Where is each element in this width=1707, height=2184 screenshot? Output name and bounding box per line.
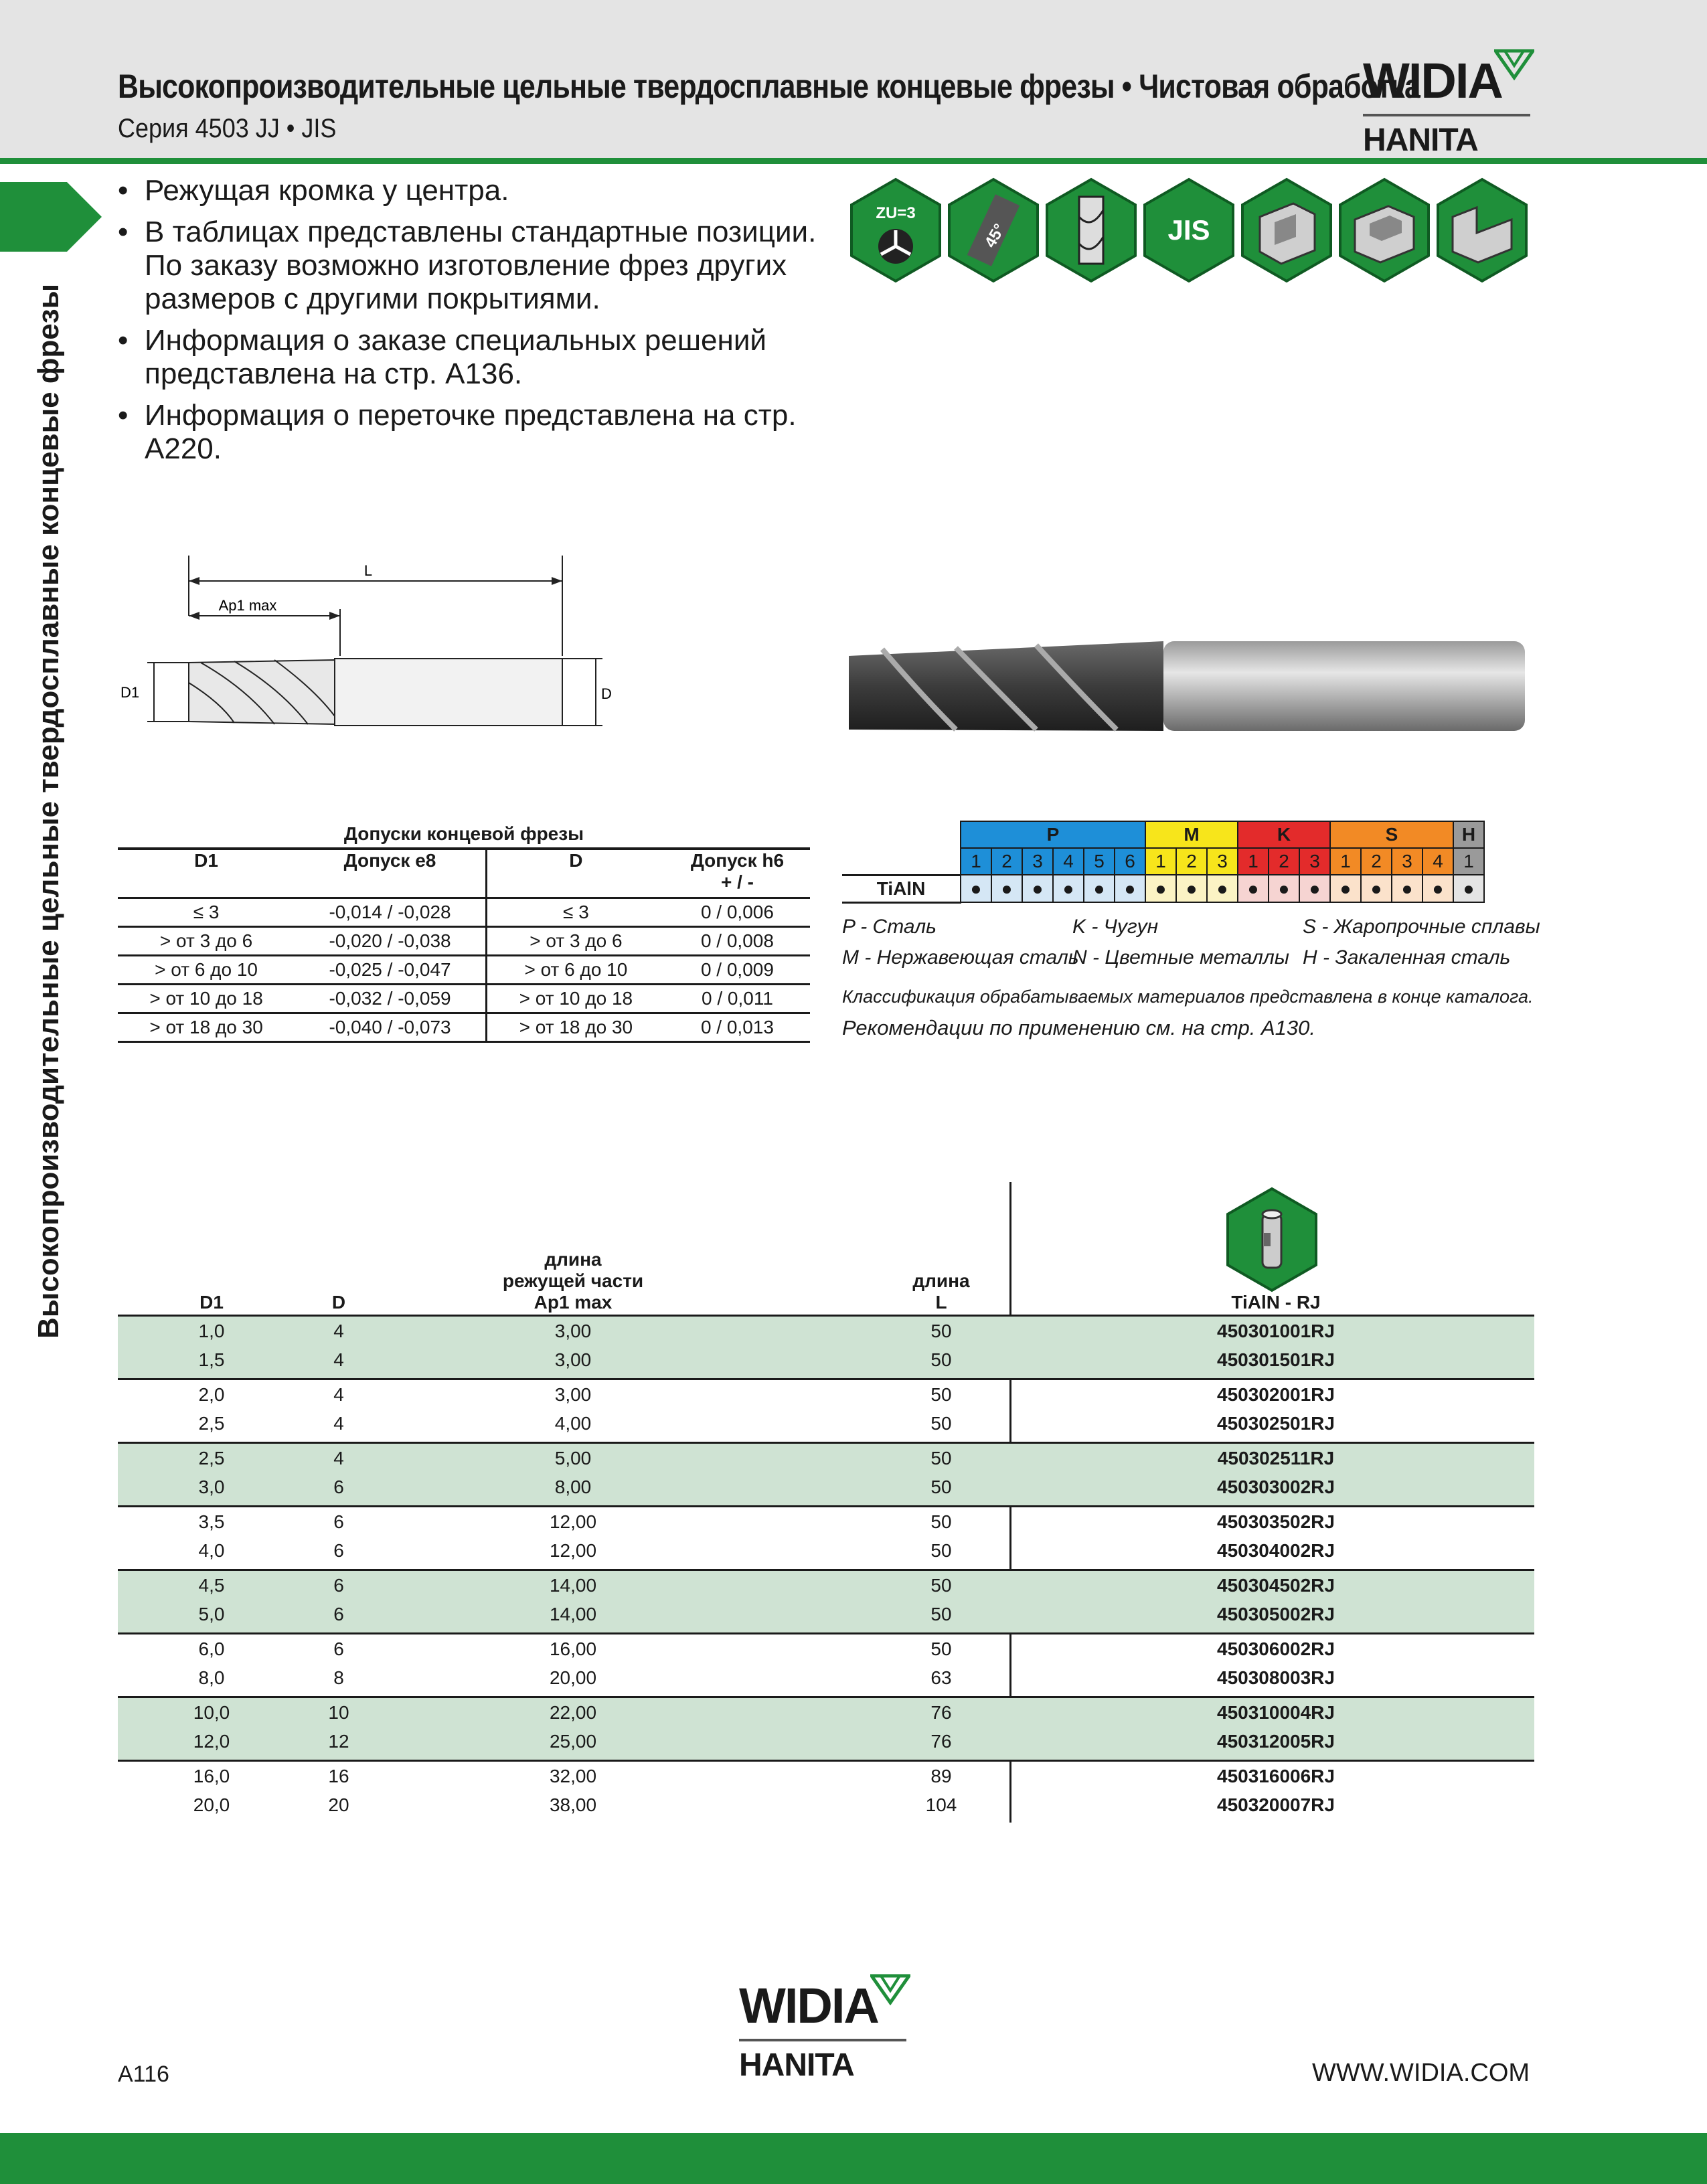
- cell: 0 / 0,013: [665, 1013, 810, 1042]
- order-code: 450301501RJ: [1217, 1349, 1335, 1370]
- suitability-dot: ●: [1022, 875, 1053, 902]
- cell: > от 18 до 30: [118, 1013, 295, 1042]
- table-row: [118, 1636, 1534, 1664]
- recommendation-note: Рекомендации по применению см. на стр. A130.: [842, 1016, 1316, 1039]
- col-l: длина L: [912, 1270, 970, 1313]
- cell: 50: [930, 1639, 952, 1659]
- feature-item: • В таблицах представлены стандартные позиции. По заказу возможно изготовление фрез других размеров с другими покрытиями.: [118, 216, 854, 316]
- order-code: 450302001RJ: [1217, 1384, 1335, 1405]
- table-row: [118, 1763, 1534, 1791]
- material-group-m: M: [1145, 821, 1238, 848]
- cell: 0 / 0,011: [665, 985, 810, 1013]
- suitability-dot: ●: [1361, 875, 1392, 902]
- material-subgroup: 2: [1361, 848, 1392, 875]
- row-group: [118, 1569, 1534, 1632]
- cell: > от 6 до 10: [118, 956, 295, 985]
- cell: 8: [333, 1667, 344, 1688]
- widia-hanita-logo: [1363, 47, 1537, 161]
- order-code: 450316006RJ: [1217, 1766, 1335, 1786]
- drawing-label-ap1: Ap1 max: [218, 597, 277, 614]
- feature-list: [118, 174, 854, 474]
- material-subgroup: 1: [1145, 848, 1176, 875]
- cell: 20,00: [549, 1667, 597, 1688]
- table-row: [118, 1445, 1534, 1473]
- order-code: 450304002RJ: [1217, 1540, 1335, 1561]
- widia-triangle-icon: [1494, 47, 1534, 80]
- cell: 5,00: [554, 1448, 592, 1468]
- cell: 38,00: [549, 1794, 597, 1815]
- end-mill-drawing: [114, 549, 623, 750]
- cell: 2,0: [198, 1384, 225, 1405]
- tolerance-table: [118, 823, 810, 1043]
- cell: > от 18 до 30: [486, 1013, 665, 1042]
- cell: 5,0: [198, 1604, 225, 1624]
- footer-logo-hanita-text: HANITA: [739, 2047, 854, 2083]
- order-code: 450305002RJ: [1217, 1604, 1335, 1624]
- cell: > от 10 до 18: [486, 985, 665, 1013]
- cell: 4: [333, 1384, 344, 1405]
- cell: 6: [333, 1511, 344, 1532]
- table-row: [118, 1410, 1534, 1438]
- cell: 2,5: [198, 1413, 225, 1434]
- center-cutting-icon: [1044, 177, 1138, 284]
- material-subgroup: 3: [1022, 848, 1053, 875]
- table-row: [118, 1601, 1534, 1629]
- cell: 3,0: [198, 1477, 225, 1497]
- cell: 3,5: [198, 1511, 225, 1532]
- cell: 4: [333, 1413, 344, 1434]
- jis-icon-label: JIS: [1167, 214, 1210, 246]
- feature-item: • Режущая кромка у центра.: [118, 174, 854, 207]
- cell: 0 / 0,006: [665, 898, 810, 927]
- cell: 50: [930, 1604, 952, 1624]
- material-subgroup: 6: [1115, 848, 1145, 875]
- legend-n: N - Цветные металлы: [1072, 946, 1289, 969]
- table-row: [118, 1699, 1534, 1728]
- material-subgroup: 2: [1176, 848, 1207, 875]
- suitability-dot: ●: [1115, 875, 1145, 902]
- suitability-dot: ●: [1176, 875, 1207, 902]
- suitability-dot: ●: [1422, 875, 1453, 902]
- cell: 10: [328, 1702, 349, 1723]
- legend-m: M - Нержавеющая сталь: [842, 946, 1079, 969]
- cell: 0 / 0,008: [665, 927, 810, 956]
- cell: 104: [925, 1794, 957, 1815]
- cell: 4: [333, 1349, 344, 1370]
- row-group: [118, 1696, 1534, 1760]
- cell: 6: [333, 1575, 344, 1596]
- suitability-dot: ●: [991, 875, 1022, 902]
- flutes-icon: [849, 177, 943, 284]
- suitability-dot: ●: [1238, 875, 1269, 902]
- classification-note: Классификация обрабатываемых материалов представлена в конце каталога.: [842, 987, 1534, 1007]
- cell: -0,025 / -0,047: [295, 956, 486, 985]
- feature-item: • Информация о заказе специальных решений представлена на стр. A136.: [118, 324, 854, 391]
- cell: 12,00: [549, 1511, 597, 1532]
- cell: 25,00: [549, 1731, 597, 1752]
- cell: 4: [333, 1321, 344, 1341]
- drawing-label-D1: D1: [120, 684, 140, 701]
- page-subtitle: Серия 4503 JJ • JIS: [118, 114, 337, 143]
- suitability-dot: ●: [1299, 875, 1330, 902]
- table-row: [118, 1537, 1534, 1566]
- cell: 3,00: [554, 1321, 592, 1341]
- material-group-p: P: [961, 821, 1145, 848]
- cell: 50: [930, 1511, 952, 1532]
- cell: 12: [328, 1731, 349, 1752]
- material-subgroup: 2: [1269, 848, 1299, 875]
- cell: ≤ 3: [486, 898, 665, 927]
- cell: 6,0: [198, 1639, 225, 1659]
- cell: 50: [930, 1540, 952, 1561]
- suitability-dot: ●: [1453, 875, 1484, 902]
- cell: 50: [930, 1477, 952, 1497]
- cell: 16,00: [549, 1639, 597, 1659]
- material-subgroup: 1: [961, 848, 991, 875]
- material-matrix: [842, 821, 1498, 904]
- cell: 50: [930, 1575, 952, 1596]
- cell: 50: [930, 1384, 952, 1405]
- row-group: [118, 1632, 1534, 1696]
- section-tab: [0, 182, 102, 252]
- table-row: [118, 1728, 1534, 1756]
- table-row: [118, 1665, 1534, 1693]
- material-subgroup: 5: [1084, 848, 1115, 875]
- cell: 16: [328, 1766, 349, 1786]
- material-group-h: H: [1453, 821, 1484, 848]
- suitability-dot: ●: [961, 875, 991, 902]
- cell: -0,032 / -0,059: [295, 985, 486, 1013]
- suitability-dot: ●: [1392, 875, 1422, 902]
- cell: -0,040 / -0,073: [295, 1013, 486, 1042]
- suitability-dot: ●: [1330, 875, 1361, 902]
- col-tol-h6: Допуск h6 + / -: [665, 849, 810, 898]
- col-d: D: [331, 1292, 346, 1313]
- widia-triangle-icon: [870, 1972, 910, 2005]
- cell: 22,00: [549, 1702, 597, 1723]
- material-subgroup: 1: [1238, 848, 1269, 875]
- cell: 20: [328, 1794, 349, 1815]
- cell: -0,020 / -0,038: [295, 927, 486, 956]
- logo-widia-text: WIDIA: [1363, 53, 1502, 108]
- table-row: [118, 985, 810, 1013]
- table-row: [118, 1572, 1534, 1600]
- table-row: [118, 1509, 1534, 1537]
- table-row: [118, 927, 810, 956]
- cell: -0,014 / -0,028: [295, 898, 486, 927]
- cell: ≤ 3: [118, 898, 295, 927]
- drawing-label-L: L: [363, 562, 373, 579]
- cell: 12,0: [193, 1731, 230, 1752]
- end-mill-photo: [842, 636, 1532, 736]
- footer-logo-widia-text: WIDIA: [739, 1978, 878, 2033]
- material-subgroup: 3: [1299, 848, 1330, 875]
- cell: > от 3 до 6: [118, 927, 295, 956]
- jis-icon: [1142, 177, 1236, 284]
- legend-k: K - Чугун: [1072, 916, 1159, 938]
- table-row: [118, 1792, 1534, 1820]
- cell: 1,0: [198, 1321, 225, 1341]
- row-group: [118, 1442, 1534, 1505]
- order-code: 450320007RJ: [1217, 1794, 1335, 1815]
- side-section-label: Высокопроизводительные цельные твердосплавные концевые фрезы: [32, 283, 65, 1339]
- cell: 4,5: [198, 1575, 225, 1596]
- cell: 63: [930, 1667, 952, 1688]
- cell: 76: [930, 1731, 952, 1752]
- material-subgroup: 3: [1207, 848, 1238, 875]
- cell: 50: [930, 1413, 952, 1434]
- order-code: 450302511RJ: [1217, 1448, 1335, 1468]
- order-code: 450303502RJ: [1217, 1511, 1335, 1532]
- coating-label: TiAlN: [842, 875, 961, 902]
- suitability-dot: ●: [1053, 875, 1084, 902]
- cell: 2,5: [198, 1448, 225, 1468]
- col-d1: D1: [199, 1292, 224, 1313]
- col-d1: D1: [118, 849, 295, 898]
- material-subgroup: 2: [991, 848, 1022, 875]
- tolerance-caption: Допуски концевой фрезы: [343, 823, 584, 844]
- order-code: 450310004RJ: [1217, 1702, 1335, 1723]
- legend-s: S - Жаропрочные сплавы: [1303, 916, 1540, 938]
- cell: 4,00: [554, 1413, 592, 1434]
- material-subgroup: 1: [1330, 848, 1361, 875]
- cell: 10,0: [193, 1702, 230, 1723]
- logo-divider: [739, 2039, 906, 2041]
- footer-bar: [0, 2133, 1707, 2184]
- cell: 3,00: [554, 1349, 592, 1370]
- table-row: [118, 956, 810, 985]
- cell: 6: [333, 1477, 344, 1497]
- cell: 76: [930, 1702, 952, 1723]
- cell: > от 10 до 18: [118, 985, 295, 1013]
- cell: 32,00: [549, 1766, 597, 1786]
- col-d: D: [486, 849, 665, 898]
- cell: 14,00: [549, 1575, 597, 1596]
- row-group: [118, 1505, 1534, 1569]
- slotting-icon: [1240, 177, 1333, 284]
- drawing-label-D: D: [601, 685, 612, 702]
- material-legend: [842, 916, 1538, 977]
- suitability-dot: ●: [1207, 875, 1238, 902]
- helix-angle-label: 45°: [981, 220, 1009, 251]
- shoulder-milling-icon: [1435, 177, 1529, 284]
- cell: 50: [930, 1349, 952, 1370]
- legend-p: P - Сталь: [842, 916, 937, 938]
- row-group: [118, 1378, 1534, 1442]
- cell: 50: [930, 1448, 952, 1468]
- cell: 20,0: [193, 1794, 230, 1815]
- col-ap1: длина режущей части Ap1 max: [502, 1249, 644, 1313]
- suitability-dot: ●: [1145, 875, 1176, 902]
- table-row: [118, 1318, 1534, 1346]
- product-rows: [118, 1315, 1534, 1823]
- order-code: 450302501RJ: [1217, 1413, 1335, 1434]
- cell: 89: [930, 1766, 952, 1786]
- helix-angle-icon: [947, 177, 1040, 284]
- feature-item: • Информация о переточке представлена на стр. A220.: [118, 399, 854, 466]
- col-code: TiAlN - RJ: [1231, 1292, 1321, 1313]
- legend-h: H - Закаленная сталь: [1303, 946, 1511, 969]
- table-row: [118, 1381, 1534, 1410]
- material-subgroup: 3: [1392, 848, 1422, 875]
- table-row: [118, 1347, 1534, 1375]
- cell: > от 6 до 10: [486, 956, 665, 985]
- cell: > от 3 до 6: [486, 927, 665, 956]
- material-subgroup: 1: [1453, 848, 1484, 875]
- col-tol-e8: Допуск e8: [295, 849, 486, 898]
- material-group-s: S: [1330, 821, 1453, 848]
- cell: 4: [333, 1448, 344, 1468]
- table-row: [118, 1013, 810, 1042]
- logo-hanita-text: HANITA: [1363, 122, 1478, 158]
- order-code: 450304502RJ: [1217, 1575, 1335, 1596]
- cell: 8,00: [554, 1477, 592, 1497]
- cell: 3,00: [554, 1384, 592, 1405]
- cell: 12,00: [549, 1540, 597, 1561]
- footer-logo: [739, 1972, 913, 2086]
- order-code: 450312005RJ: [1217, 1731, 1335, 1752]
- row-group: [118, 1760, 1534, 1823]
- material-subgroup: 4: [1053, 848, 1084, 875]
- website-link[interactable]: WWW.WIDIA.COM: [1312, 2059, 1530, 2087]
- order-code: 450308003RJ: [1217, 1667, 1335, 1688]
- cell: 50: [930, 1321, 952, 1341]
- cell: 16,0: [193, 1766, 230, 1786]
- order-code: 450301001RJ: [1217, 1321, 1335, 1341]
- product-table-header: [118, 1182, 1534, 1316]
- page-number: A116: [118, 2062, 169, 2087]
- cell: 8,0: [198, 1667, 225, 1688]
- cell: 4,0: [198, 1540, 225, 1561]
- coating-grade-icon: [1225, 1186, 1319, 1293]
- table-row: [118, 1474, 1534, 1502]
- pocketing-icon: [1337, 177, 1431, 284]
- material-group-k: K: [1238, 821, 1330, 848]
- cell: 0 / 0,009: [665, 956, 810, 985]
- cell: 6: [333, 1639, 344, 1659]
- suitability-dot: ●: [1269, 875, 1299, 902]
- cell: 1,5: [198, 1349, 225, 1370]
- flutes-icon-label: ZU=3: [876, 204, 916, 222]
- order-code: 450303002RJ: [1217, 1477, 1335, 1497]
- cell: 14,00: [549, 1604, 597, 1624]
- material-subgroup: 4: [1422, 848, 1453, 875]
- suitability-dot: ●: [1084, 875, 1115, 902]
- cell: 6: [333, 1604, 344, 1624]
- table-row: [118, 898, 810, 927]
- cell: 6: [333, 1540, 344, 1561]
- logo-divider: [1363, 114, 1530, 116]
- page-title: Высокопроизводительные цельные твердосплавные концевые фрезы • Чистовая обработка: [118, 68, 1420, 105]
- feature-icons: [849, 177, 1545, 290]
- row-group: [118, 1315, 1534, 1378]
- order-code: 450306002RJ: [1217, 1639, 1335, 1659]
